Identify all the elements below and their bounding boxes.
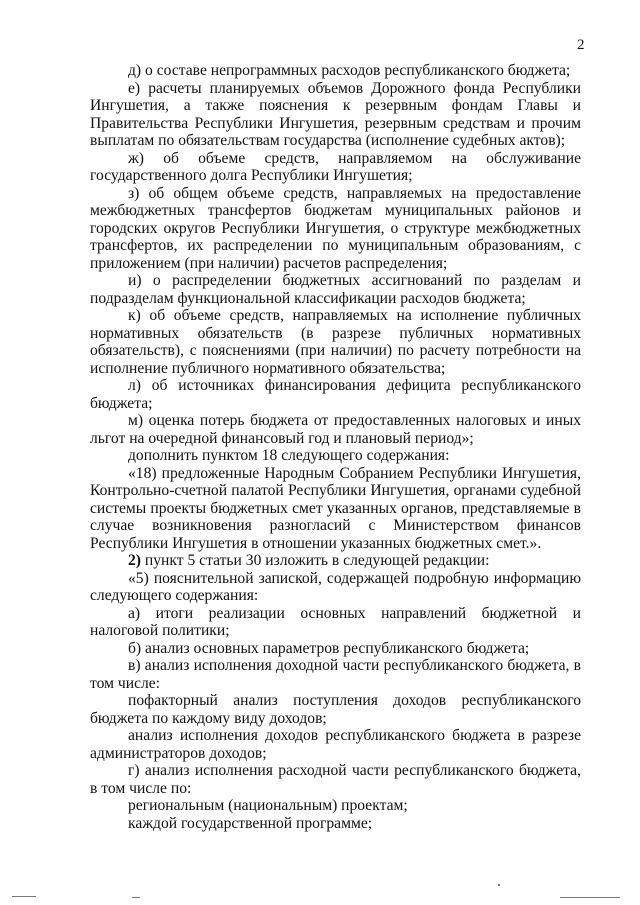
scan-artifact xyxy=(132,897,140,898)
paragraph-state-programs: каждой государственной программе; xyxy=(128,814,373,832)
paragraph-add-item-18: дополнить пунктом 18 следующего содержания: xyxy=(128,447,450,464)
document-body xyxy=(90,62,581,832)
paragraph-z: з) об общем объеме средств, направляемых на предоставление межбюджетных трансфертов бюджетам муниципальных районов и городских округов Республики Ингушетия, о структуре межбюджетных трансфертов, их распределении по муниципальным образованиям, с приложением (при наличии) расчетов распределения; xyxy=(90,184,581,272)
paragraph-factor-analysis: пофакторный анализ поступления доходов республиканского бюджета по каждому виду доходов; xyxy=(90,692,581,727)
paragraph-zh: ж) об объеме средств, направляемом на обслуживание государственного долга Республики Ингушетия; xyxy=(90,149,581,184)
paragraph-revenue-admins: анализ исполнения доходов республиканского бюджета в разрезе администраторов доходов; xyxy=(90,727,581,762)
paragraph-b: б) анализ основных параметров республиканского бюджета; xyxy=(128,639,530,657)
paragraph-v: в) анализ исполнения доходной части республиканского бюджета, в том числе: xyxy=(90,657,581,692)
paragraph-k: к) об объеме средств, направляемых на исполнение публичных нормативных обязательств (в разрезе публичных нормативных обязательств), с пояснениями (при наличии) по расчету потребности на исполнение публичного нормативного обязательства; xyxy=(90,307,581,377)
paragraph-l: л) об источниках финансирования дефицита республиканского бюджета; xyxy=(90,377,581,412)
paragraph-item-18: «18) предложенные Народным Собранием Республики Ингушетия, Контрольно-счетной палатой Республики Ингушетия, органами судебной системы проекты бюджетных смет указанных органов, представляемые в случае возникновения разногласий с Министерством финансов Республики Ингушетия в отношении указанных бюджетных смет.». xyxy=(90,464,581,552)
paragraph-point-2 xyxy=(90,552,581,570)
paragraph-a: а) итоги реализации основных направлений бюджетной и налоговой политики; xyxy=(90,604,581,639)
paragraph-e: е) расчеты планируемых объемов Дорожного фонда Республики Ингушетия, а также пояснения к резервным фондам Главы и Правительства Республики Ингушетия, резервным средствам и прочим выплатам по обязательствам государства (исполнение судебных актов); xyxy=(90,79,581,149)
paragraph-i: и) о распределении бюджетных ассигнований по разделам и подразделам функциональной классификации расходов бюджета; xyxy=(90,272,581,307)
paragraph-regional-projects: региональным (национальным) проектам; xyxy=(128,797,408,814)
page-number: 2 xyxy=(577,37,585,53)
paragraph-g: г) анализ исполнения расходной части республиканского бюджета, в том числе по: xyxy=(90,762,581,797)
paragraph-item-5: «5) пояснительной запиской, содержащей подробную информацию следующего содержания: xyxy=(90,569,581,604)
scan-artifact xyxy=(560,897,620,898)
point-2-number: 2) xyxy=(128,552,141,569)
paragraph-d: д) о составе непрограммных расходов республиканского бюджета; xyxy=(128,62,571,79)
point-2-text: пункт 5 статьи 30 изложить в следующей редакции: xyxy=(141,552,490,569)
scan-artifact xyxy=(12,896,36,897)
paragraph-m: м) оценка потерь бюджета от предоставленных налоговых и иных льгот на очередной финансовый год и плановый период»; xyxy=(90,412,581,447)
scan-artifact xyxy=(498,884,500,886)
